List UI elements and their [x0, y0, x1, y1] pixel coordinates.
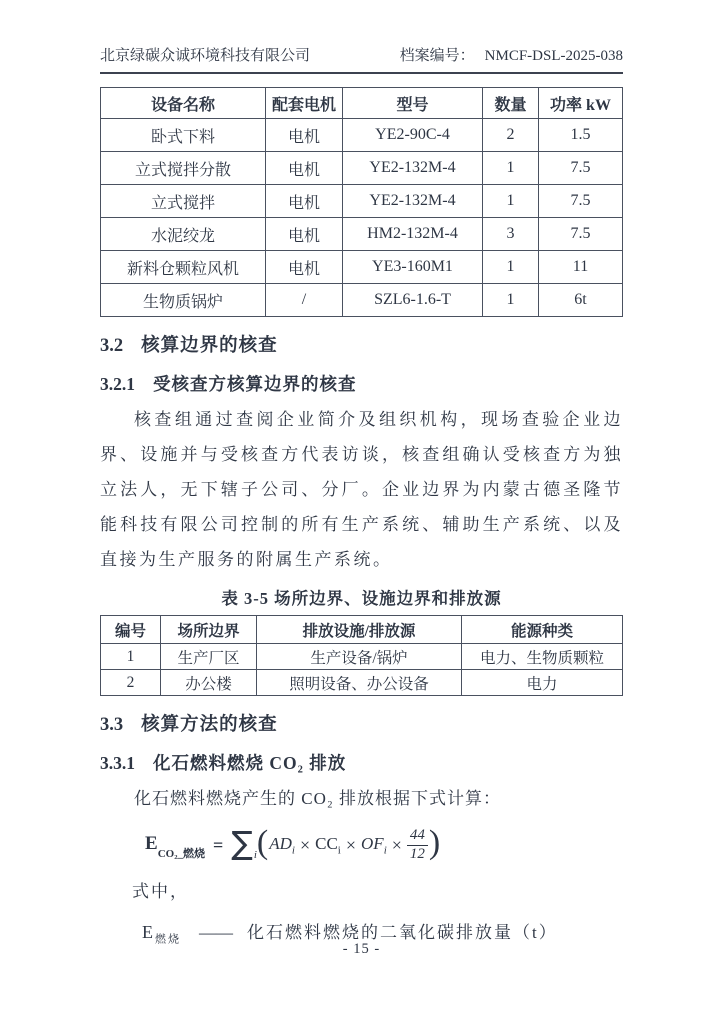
- cell-power: 7.5: [539, 218, 623, 251]
- term-base: CC: [315, 833, 338, 853]
- cell-power: 7.5: [539, 185, 623, 218]
- where-label: 式中，: [132, 882, 189, 901]
- close-paren: ): [428, 824, 441, 861]
- cell-device-name: 立式搅拌分散: [101, 152, 266, 185]
- table-row: [101, 152, 623, 185]
- definition-dash: ——: [199, 923, 233, 942]
- fraction-numerator: 44: [407, 827, 428, 845]
- section-title: 核算边界的核查: [141, 336, 278, 356]
- equipment-table-header-row: [101, 88, 623, 119]
- formula-symbol-subscript: CO₂_燃烧: [157, 848, 205, 861]
- cell-model: YE2-90C-4: [343, 119, 483, 152]
- header-company-name: 北京绿碳众诚环境科技有限公司: [100, 48, 311, 64]
- cell-energy-type: 电力、生物质颗粒: [462, 644, 623, 670]
- term-subscript: i: [291, 844, 295, 857]
- boundary-table-header-row: [101, 616, 623, 644]
- cell-quantity: 1: [483, 185, 539, 218]
- cell-motor: 电机: [266, 119, 343, 152]
- col-header-energy-type: 能源种类: [462, 616, 623, 644]
- col-header-power: 功率 kW: [539, 88, 623, 119]
- cell-emission-source: 照明设备、办公设备: [257, 670, 462, 696]
- fraction-44-12: [407, 827, 428, 863]
- section-number: 3.3: [100, 715, 124, 735]
- summation-symbol: ∑: [231, 824, 253, 862]
- col-header-device-name: 设备名称: [101, 88, 266, 119]
- term-base: AD: [269, 833, 292, 853]
- term-AD: [269, 834, 295, 856]
- formula-intro-text: 化石燃料燃烧产生的 CO₂ 排放根据下式计算：: [134, 789, 502, 808]
- term-CC: [315, 834, 341, 856]
- equals-sign: =: [213, 834, 224, 855]
- term-OF: [361, 834, 387, 856]
- section-number: 3.2: [100, 336, 124, 356]
- cell-motor: /: [266, 284, 343, 317]
- multiply-sign: ×: [391, 834, 402, 855]
- term-subscript: i: [337, 844, 341, 857]
- cell-device-name: 水泥绞龙: [101, 218, 266, 251]
- table-3-5-caption: 表 3-5 场所边界、设施边界和排放源: [221, 589, 502, 608]
- cell-model: HM2-132M-4: [343, 218, 483, 251]
- cell-motor: 电机: [266, 152, 343, 185]
- col-header-index: 编号: [101, 616, 161, 644]
- cell-motor: 电机: [266, 185, 343, 218]
- co2-combustion-formula: [145, 821, 623, 869]
- definition-symbol-subscript: 燃烧: [155, 933, 181, 946]
- cell-quantity: 3: [483, 218, 539, 251]
- cell-device-name: 立式搅拌: [101, 185, 266, 218]
- table-row: [101, 284, 623, 317]
- col-header-motor: 配套电机: [266, 88, 343, 119]
- section-heading-3-3-1: [100, 750, 623, 775]
- table-row: [101, 185, 623, 218]
- section-heading-3-2-1: [100, 371, 623, 396]
- section-title: 受核查方核算边界的核查: [153, 374, 357, 394]
- cell-device-name: 新料仓颗粒风机: [101, 251, 266, 284]
- cell-power: 6t: [539, 284, 623, 317]
- cell-device-name: 生物质锅炉: [101, 284, 266, 317]
- formula-lhs: [145, 832, 205, 861]
- multiply-sign: ×: [345, 834, 357, 855]
- cell-index: 2: [101, 670, 161, 696]
- section-number: 3.3.1: [100, 753, 135, 773]
- cell-motor: 电机: [266, 218, 343, 251]
- table-row: [101, 218, 623, 251]
- section-heading-3-3: [100, 710, 623, 736]
- definition-symbol-E: E: [142, 922, 155, 942]
- cell-model: YE2-132M-4: [343, 152, 483, 185]
- term-subscript: i: [383, 844, 387, 857]
- cell-site-boundary: 生产厂区: [161, 644, 257, 670]
- table-row: [101, 119, 623, 152]
- table-row: [101, 644, 623, 670]
- col-header-quantity: 数量: [483, 88, 539, 119]
- col-header-emission-source: 排放设施/排放源: [257, 616, 462, 644]
- cell-power: 11: [539, 251, 623, 284]
- page-header: [100, 0, 623, 74]
- cell-model: YE3-160M1: [343, 251, 483, 284]
- fraction-denominator: 12: [409, 845, 425, 862]
- cell-quantity: 1: [483, 251, 539, 284]
- open-paren: (: [256, 824, 269, 861]
- header-archive-number: [400, 44, 623, 65]
- cell-power: 7.5: [539, 152, 623, 185]
- table-row: [101, 251, 623, 284]
- cell-energy-type: 电力: [462, 670, 623, 696]
- boundary-verification-paragraph: 核查组通过查阅企业简介及组织机构，现场查验企业边界、设施并与受核查方代表访谈，核查组确认受核查方为独立法人，无下辖子公司、分厂。企业边界为内蒙古德圣隆节能科技有限公司控制的所有生产系统、辅助生产系统、以及直接为生产服务的附属生产系统。: [100, 410, 623, 569]
- section-heading-3-2: [100, 331, 623, 357]
- definition-text: 化石燃料燃烧的二氧化碳排放量（t）: [247, 923, 558, 942]
- cell-site-boundary: 办公楼: [161, 670, 257, 696]
- cell-index: 1: [101, 644, 161, 670]
- multiply-sign: ×: [299, 834, 311, 855]
- formula-symbol-E: E: [145, 832, 158, 854]
- section-title: 化石燃料燃烧 CO₂ 排放: [153, 753, 347, 773]
- cell-model: YE2-132M-4: [343, 185, 483, 218]
- page-number: - 15 -: [342, 941, 381, 957]
- boundary-table: [100, 615, 623, 696]
- term-base: OF: [361, 833, 384, 853]
- summation-index: i: [253, 849, 257, 861]
- col-header-model: 型号: [343, 88, 483, 119]
- cell-motor: 电机: [266, 251, 343, 284]
- cell-quantity: 1: [483, 152, 539, 185]
- cell-model: SZL6-1.6-T: [343, 284, 483, 317]
- section-number: 3.2.1: [100, 374, 135, 394]
- cell-power: 1.5: [539, 119, 623, 152]
- cell-emission-source: 生产设备/锅炉: [257, 644, 462, 670]
- table-row: [101, 670, 623, 696]
- section-title: 核算方法的核查: [141, 715, 278, 735]
- col-header-site-boundary: 场所边界: [161, 616, 257, 644]
- archive-number-label: 档案编号：: [399, 48, 475, 64]
- cell-quantity: 1: [483, 284, 539, 317]
- cell-quantity: 2: [483, 119, 539, 152]
- archive-number-value: NMCF-DSL-2025-038: [484, 48, 623, 64]
- equipment-table: [100, 87, 623, 317]
- cell-device-name: 卧式下料: [101, 119, 266, 152]
